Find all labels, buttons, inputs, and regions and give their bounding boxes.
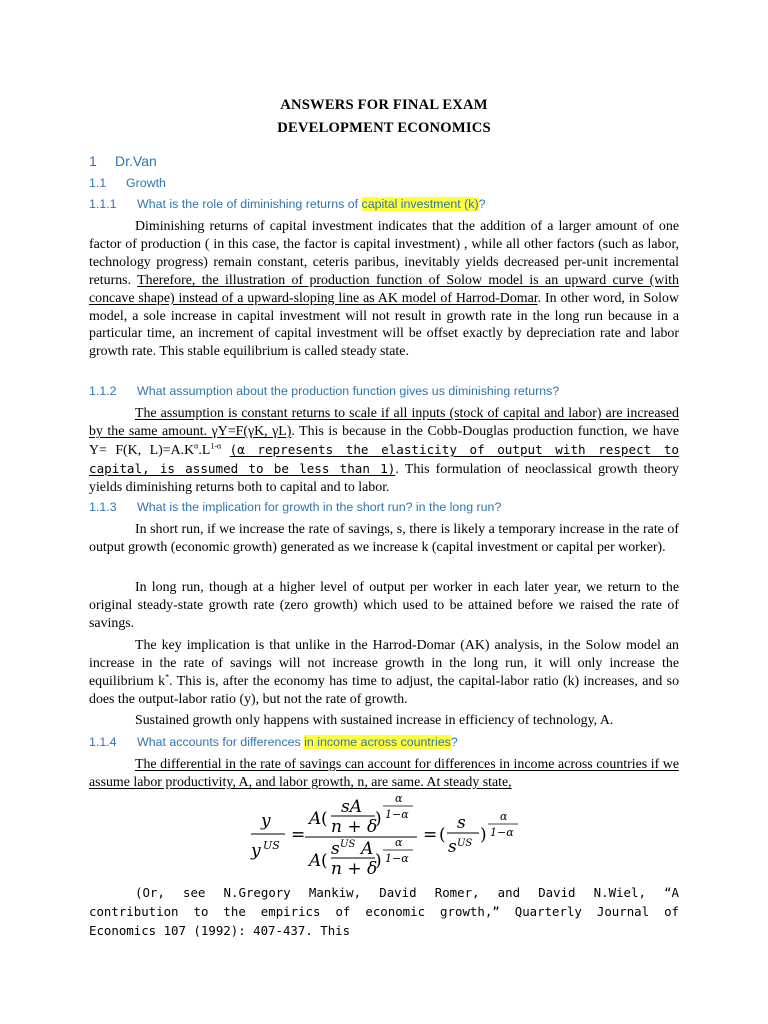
paragraph-1-1-3-d [89,712,679,730]
eq-rparen: ) [480,825,487,845]
eq-us-superscript: US [263,839,280,852]
paragraph-text: . This formulation of neoclassical growth theory yields diminishing returns both to capital and to labor. [89,461,679,495]
eq-A-num: A [309,809,322,829]
underlined-text: The assumption is constant returns to scale if all inputs (stock of capital and labor) are increased by the same amount. γY=F(γK, γL) [89,406,679,439]
question-text: What is the implication for growth in the short run? in the long run? [137,500,502,514]
question-text: What assumption about the production function gives us diminishing returns? [137,384,560,398]
question-text: What is the role of diminishing returns of [137,197,362,211]
underlined-text: (α represents the elasticity of output with respect to capital, is assumed to be less than 1) [89,441,679,476]
paragraph-1-1-3-b [89,579,679,633]
question-text: What accounts for differences [137,735,305,749]
question-number: 1.1.1 [89,197,117,211]
paragraph-text: . This is because in the Cobb-Douglas production function, we have Y= F(K, L)=A.K [89,423,679,458]
citation-text: (Or, see N.Gregory Mankiw, David Romer, and David N.Wiel, “A contribution to the empirics of economic growth,” Quarterly Journal of Economics 107 (1992): 407-437. This [89,885,679,938]
paragraph-text: In short run, if we increase the rate of savings, s, there is likely a temporary increase in the rate of output growth (economic growth) generated as we increase k (capital investment or capital per worker). [89,522,679,555]
eq-one-minus-alpha: 1−α [385,808,409,821]
heading-1-1-number: 1.1 [89,176,107,190]
underlined-text: Therefore, the illustration of production function of Solow model is an upward curve (with concave shape) instead of a upward-sloping line as AK model of Harrod-Domar [89,272,679,306]
eq-us-superscript: US [457,838,473,849]
paragraph-1-1-3-c [89,637,679,709]
question-number: 1.1.3 [89,500,117,514]
eq-one-minus-alpha: 1−α [385,852,409,865]
paragraph-text: In long run, though at a higher level of output per worker in each later year, we return to the original steady-state growth rate (zero growth) which used to be attained before we raised the rate of savings. [89,580,679,631]
paragraph-text: . This is, after the economy has time to adjust, the capital-labor ratio (k) increases, and so does the output-labor ratio (y), but not the rate of growth. [89,673,680,707]
superscript: α [194,441,199,451]
eq-one-minus-alpha: 1−α [490,826,514,839]
eq-s-num: s [457,813,466,833]
citation-paragraph [89,884,679,941]
eq-us-superscript: US [340,839,356,850]
paragraph-text: The key implication is that unlike in the Harrod-Domar (AK) analysis, in the Solow model an increase in the rate of savings will not increase growth in the long run, it will only increase the equilibrium k [89,638,679,689]
eq-lparen: ( [439,825,446,845]
eq-lparen: ( [321,851,328,871]
highlighted-text: capital investment (k) [361,197,479,211]
paragraph-text: Diminishing returns of capital investment indicates that the addition of a larger amount of one factor of production ( in this case, the factor is capital investment) , while all other factors (such as labor, technology progress) remain constant, ceteris paribus, inevitably yields decreased per-unit incremental returns. [89,219,679,288]
heading-1-1 [89,176,166,190]
question-number: 1.1.2 [89,384,117,398]
paragraph-1-1-3-a [89,521,679,557]
underlined-text: The differential in the rate of savings can account for differences in income across countries if we assume labor productivity, A, and labor growth, n, are same. At steady state, [89,757,679,790]
paragraph-1-1-4 [89,756,679,792]
question-number: 1.1.4 [89,735,117,749]
eq-equals-2: = [423,825,438,845]
eq-s-den: s [331,839,340,859]
eq-lparen: ( [321,809,328,829]
paragraph-text: . In other word, in Solow model, a sole increase in capital investment will not result in growth rate in the long run because in a particular time, an increment of capital investment will be offset exactly by depreciation rate and labor growth rate. This stable equilibrium is called steady state. [89,290,679,360]
eq-rparen: ) [375,851,382,871]
heading-1-1-text: Growth [126,176,166,190]
eq-alpha: α [395,792,403,805]
eq-n-delta: n + δ [331,859,378,879]
eq-alpha: α [500,810,508,823]
eq-y-us: y [251,841,261,861]
eq-n-delta: n + δ [331,817,378,837]
question-1-1-4 [89,735,458,749]
eq-A-den: A [309,851,322,871]
doc-title-line2: DEVELOPMENT ECONOMICS [277,120,491,136]
steady-state-equation [245,790,545,880]
question-1-1-3 [89,500,501,514]
superscript: 1-α [210,441,222,451]
paragraph-text: Sustained growth only happens with sustained increase in efficiency of technology, A. [135,713,614,728]
heading-1-number: 1 [89,153,97,169]
paragraph-1-1-2 [89,405,679,497]
paragraph-1-1-1 [89,218,679,361]
question-text-end: ? [450,735,458,749]
heading-1 [89,153,157,169]
eq-alpha: α [395,836,403,849]
eq-s-den2: s [448,837,457,857]
spacer-text [221,443,229,458]
superscript: * [165,672,170,682]
question-text-end: ? [478,197,486,211]
eq-A-inner: A [361,839,374,859]
eq-y: y [261,811,271,831]
eq-sA: sA [341,797,363,817]
doc-title-line1: ANSWERS FOR FINAL EXAM [280,97,488,113]
highlighted-text: in income across countries [304,735,451,749]
question-1-1-1 [89,197,486,211]
question-1-1-2 [89,384,559,398]
eq-rparen: ) [375,809,382,829]
paragraph-text: .L [198,442,211,458]
eq-equals-1: = [291,825,306,845]
heading-1-text: Dr.Van [115,153,157,169]
